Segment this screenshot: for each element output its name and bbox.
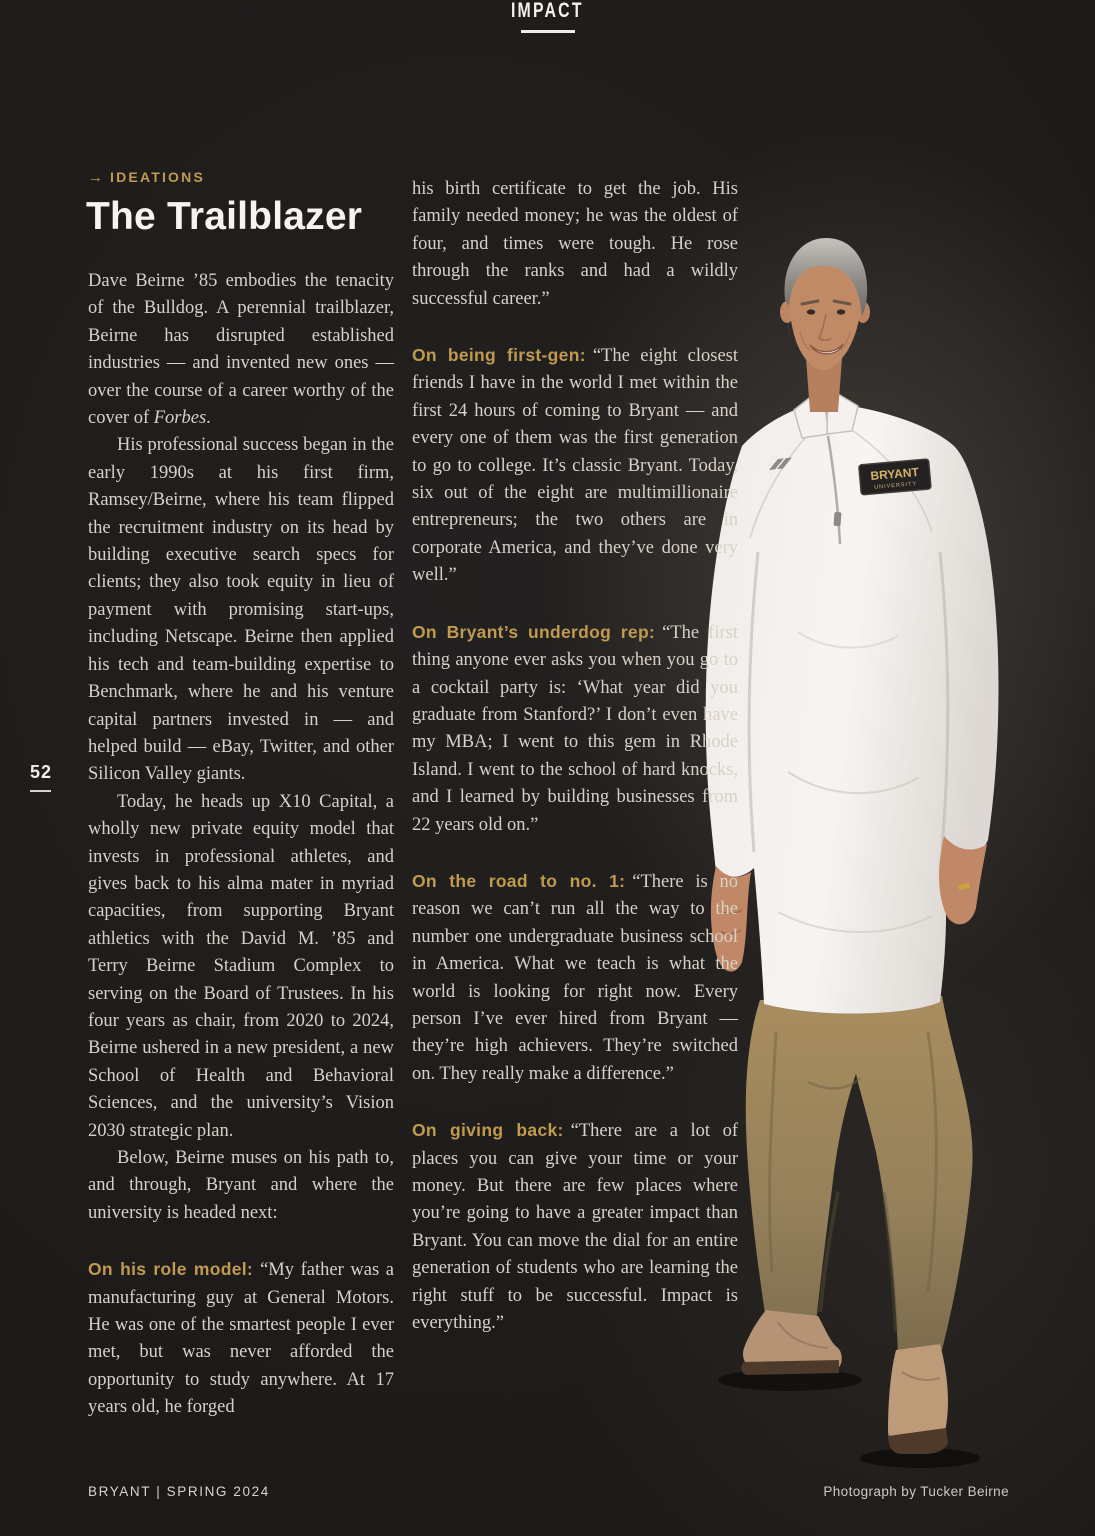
- paragraph: Below, Beirne muses on his path to, and through, Bryant and where the university is headed next:: [88, 1148, 394, 1223]
- qa-paragraph: [412, 342, 738, 590]
- photo-credit: Photograph by Tucker Beirne: [823, 1484, 1009, 1499]
- patch-text-line1: BRYANT: [869, 464, 920, 484]
- qa-label: On his role model:: [88, 1259, 254, 1280]
- portrait-photo: [688, 212, 1095, 1482]
- khaki-pants: [746, 996, 973, 1356]
- qa-label: On giving back:: [412, 1120, 564, 1141]
- qa-label: On the road to no. 1:: [412, 870, 626, 891]
- qa-paragraph: [412, 619, 738, 839]
- qa-text: “There is no reason we can’t run all the way to the number one undergraduate business school in America. What we teach is what the world is looking for right now. Every person I’ve ever hired from Bryant — they’re high achievers. They’re switched on. They really make a difference.”: [412, 871, 738, 1084]
- university-patch: [859, 459, 931, 495]
- article-eyebrow: [88, 169, 205, 186]
- arrow-right-icon: →: [88, 169, 103, 186]
- section-tag-label: IMPACT: [511, 0, 584, 22]
- qa-paragraph: [412, 868, 738, 1088]
- qa-label: On being first-gen:: [412, 345, 586, 366]
- page-number: 52: [30, 762, 53, 782]
- qa-text: “The eight closest friends I have in the world I met within the first 24 hours of coming to Bryant — and every one of them was the first generation to go to college. It’s classic Bryant. Today, six out of the eight are multimillionaire entrepreneurs; the two others are in corporate America, and they’ve done very well.”: [412, 346, 738, 586]
- paragraph-text: .: [206, 408, 211, 429]
- italic-forbes: Forbes: [153, 408, 207, 429]
- qa-paragraph: [88, 1256, 394, 1421]
- qa-text: “There are a lot of places you can give your time or your money. But there are few places where you’re going to have a greater impact than Bryant. You can move the dial for an entire generation of students who are learning the right stuff to be successful. Impact is everything.”: [412, 1121, 738, 1334]
- qa-text: “My father was a manufacturing guy at General Motors. He was one of the smartest people I ever met, but was never afforded the opportunity to study anywhere. At 17 years old, he forged: [88, 1260, 394, 1418]
- paragraph-text: Dave Beirne ’85 embodies the tenacity of the Bulldog. A perennial trailblazer, Beirne has disrupted established industries — and invented new ones — over the course of a career worthy of the cover of: [88, 271, 394, 429]
- patch-text-line2: UNIVERSITY: [874, 481, 918, 491]
- qa-text: “The first thing anyone ever asks you when you go to a cocktail party is: ‘What year did you graduate from Stanford?’ I don’t even have my MBA; I went to this gem in Rhode Island. I went to the school of hard knocks, and I learned by building businesses from 22 years old on.”: [412, 622, 738, 835]
- article-column-2: [412, 176, 738, 1337]
- paragraph: Today, he heads up X10 Capital, a wholly new private equity model that invests in professional athletes, and gives back to his alma mater in myriad capacities, from supporting Bryant athletics with the David M. ’85 and Terry Beirne Stadium Complex to serving on the Board of Trustees. In his four years as chair, from 2020 to 2024, Beirne ushered in a new president, a new School of Health and Behavioral Sciences, and the university’s Vision 2030 strategic plan.: [88, 791, 394, 1141]
- qa-label: On Bryant’s underdog rep:: [412, 621, 656, 642]
- portrait-illustration: [688, 212, 1095, 1482]
- page-number-folio: [30, 762, 52, 792]
- qa-paragraph: [412, 1117, 738, 1337]
- article-column-1: [88, 268, 394, 1422]
- paragraph: [88, 268, 394, 432]
- footer-publication: BRYANT | SPRING 2024: [88, 1484, 270, 1499]
- section-tag-underline: [521, 30, 575, 33]
- paragraph: His professional success began in the early 1990s at his first firm, Ramsey/Beirne, where his team flipped the recruitment industry on its head by building executive search specs for clients; they also took equity in lieu of payment with promising start-ups, including Netscape. Beirne then applied his tech and team-building expertise to Benchmark, where he and his venture capital partners invested in — and helped build — eBay, Twitter, and other Silicon Valley giants.: [88, 435, 394, 785]
- paragraph: his birth certificate to get the job. His family needed money; he was the oldest of four, and times were tough. He rose through the ranks and had a wildly successful career.”: [412, 179, 738, 309]
- eyebrow-label: IDEATIONS: [110, 169, 205, 185]
- article-title: The Trailblazer: [86, 195, 363, 238]
- head: [780, 238, 870, 412]
- page-number-underline: [30, 790, 51, 792]
- section-header: [0, 0, 1095, 33]
